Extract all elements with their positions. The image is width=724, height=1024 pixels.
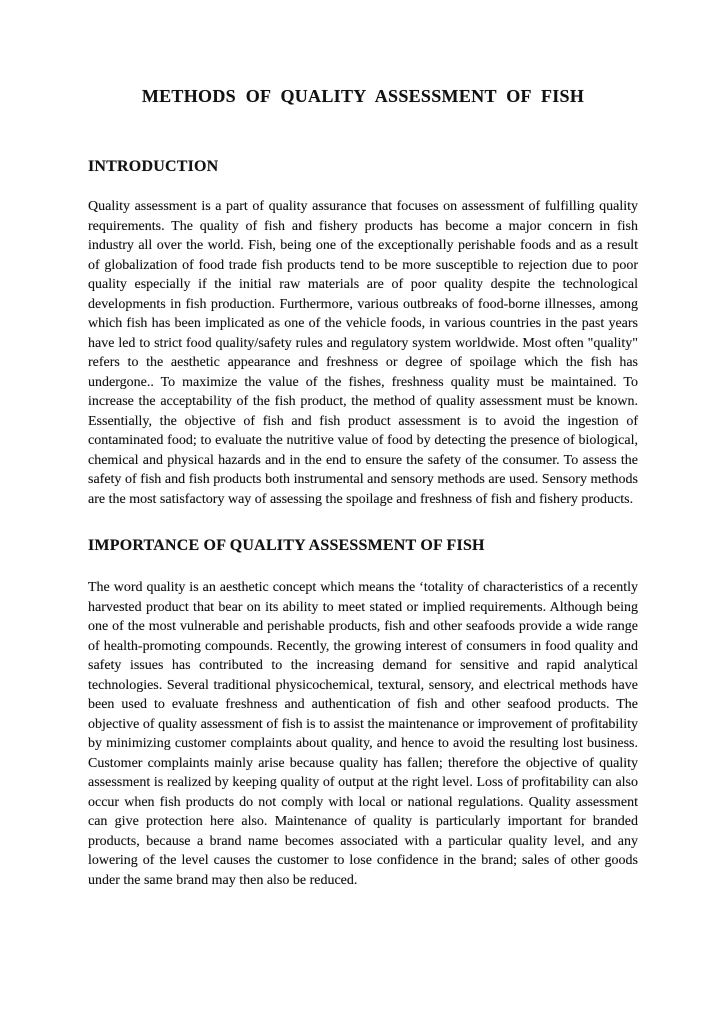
section-heading-importance: IMPORTANCE OF QUALITY ASSESSMENT OF FISH bbox=[88, 537, 485, 554]
section-heading-introduction: INTRODUCTION bbox=[88, 158, 219, 175]
document-title: METHODS OF QUALITY ASSESSMENT OF FISH bbox=[141, 86, 585, 106]
introduction-paragraph: Quality assessment is a part of quality assurance that focuses on assessment of fulfilling quality requirements. The quality of fish and fishery products has become a major concern in fish industry all over the world. Fish, being one of the exceptionally perishable foods and as a result of globalization of food trade fish products tend to be more susceptible to rejection due to poor quality especially if the initial raw materials are of poor quality despite the technological developments in fish production. Furthermore, various outbreaks of food-borne illnesses, among which fish has been implicated as one of the vehicle foods, in various countries in the past years have led to strict food quality/safety rules and regulatory system worldwide. Most often "quality" refers to the aesthetic appearance and freshness or degree of spoilage which the fish has undergone.. To maximize the value of the fishes, freshness quality must be maintained. To increase the acceptability of the fish product, the method of quality assessment must be known. Essentially, the objective of fish and fish product assessment is to avoid the ingestion of contaminated food; to evaluate the nutritive value of food by detecting the presence of biological, chemical and physical hazards and in the end to ensure the safety of the consumer. To assess the safety of fish and fish products both instrumental and sensory methods are used. Sensory methods are the most satisfactory way of assessing the spoilage and freshness of fish and fishery products. bbox=[88, 199, 638, 507]
importance-paragraph: The word quality is an aesthetic concept which means the ‘totality of characteristics of a recently harvested product that bear on its ability to meet stated or implied requirements. Although being one of the most vulnerable and perishable products, fish and other seafoods provide a wide range of health-promoting compounds. Recently, the growing interest of consumers in food quality and safety issues has contributed to the increasing demand for sensitive and rapid analytical technologies. Several traditional physicochemical, textural, sensory, and electrical methods have been used to evaluate freshness and authentication of fish and other seafood products. The objective of quality assessment of fish is to assist the maintenance or improvement of profitability by minimizing customer complaints about quality, and hence to avoid the resulting lost business. Customer complaints mainly arise because quality has fallen; therefore the objective of quality assessment is realized by keeping quality of output at the right level. Loss of profitability can also occur when fish products do not comply with local or national regulations. Quality assessment can give protection here also. Maintenance of quality is particularly important for branded products, because a brand name becomes associated with a particular quality level, and any lowering of the level causes the customer to lose confidence in the brand; sales of other goods under the same brand may then also be reduced. bbox=[88, 580, 638, 888]
